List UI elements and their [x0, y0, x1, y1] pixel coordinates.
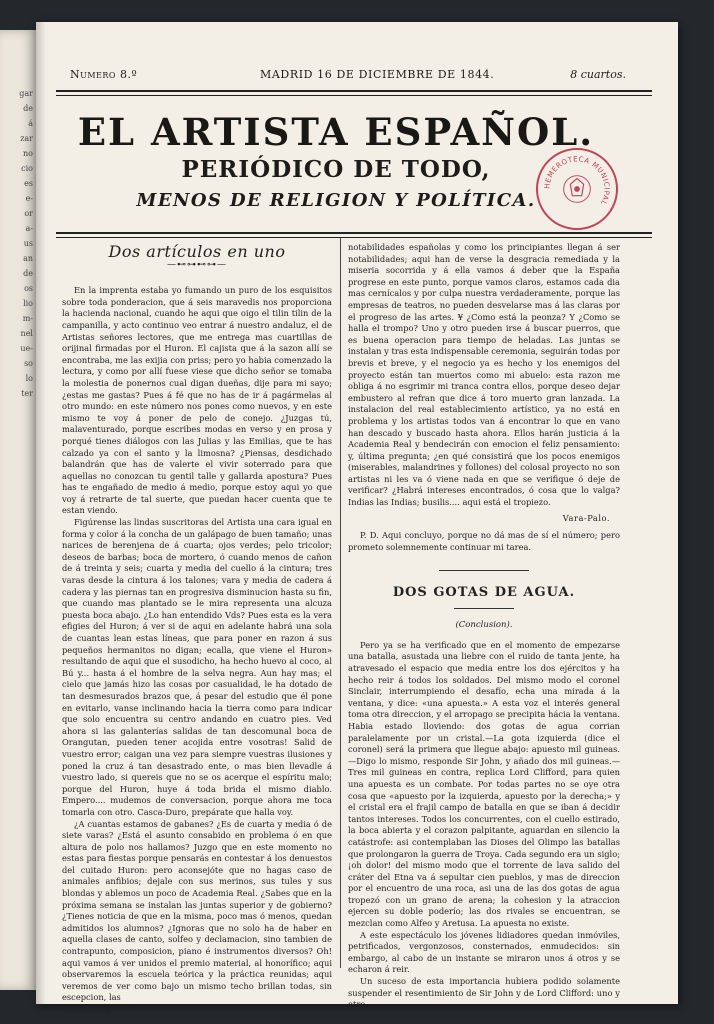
header-rule-top [56, 90, 652, 96]
adjacent-page-fragment: gar [19, 89, 33, 98]
issue-price: 8 cuartos. [570, 68, 626, 81]
adjacent-page-fragment: os [24, 284, 33, 293]
page-shadow [36, 22, 46, 1004]
article-continuation: notabilidades españolas y como los principiantes llegan á ser notabilidades; aqui han de verse la desgracia remediada y la miseria socorrida y á ella vamos á deber que la España progrese en este punto, porque vamos claros, estamos cada dia mas cernícalos y por culpa nuestra verdaderamente, porque las empresas de teatros, no pueden desvelarse mas á las claras por el progreso de las artes. ¥ ¿Como está la peonza? Y ¿Como se halla el trompo? Uno y otro pueden irse á buscar puerros, que es buena operacion para tiempo de heladas. Las juntas se instalan y tras esta indispensable ceremonia, seguirán todas por brevis et breve, y el negocio ya es hecho y los enemigos del proyecto están tan muertos como mi abuelo: esta razon me obliga á no esgrimir mi tranca contra ellos, porque deseo dejar embustero al refran que dice á toro muerto gran lanzada. La instalacion del real establecimiento artístico, ya no está en problema y los artistas todos van á encontrar lo que en vano han descado y buscado hasta ahora. Ellos harán justicia á la Academia Real y bendecirán con emocion el feliz pensamiento: y, última pregunta; ¿en qué consistirá que los pocos enemigos (miserables, malandrines y follones) del colosal proyecto no son artistas ni les va ó viene nada en que se verifique ó deje de verificar? ¿Habrá intereses encontrados, ó cosa que lo valga? Indias las Indias; busilis.... aqui está el tropiezo. [348, 242, 620, 508]
column-divider [340, 238, 341, 968]
library-stamp [536, 148, 618, 230]
article-paragraph: En la imprenta estaba yo fumando un puro de los esquisitos sobre toda ponderacion, que á seis maravedis nos proporciona la hacienda nacional, cuando he aqui que oigo el tilin tilin de la campanilla, y acto continuo veo entrar á nuestro andaluz, el de Artistas señores lectores, que me entrega mas cuartillas de orijinal firmadas por el Huron. El cajista que á la sazon allí se encontraba, me las exijia con priss; pero yo habia comenzado la lectura, y como por allí fuese viese que dicho señor se tomaba la molestia de ponernos cual digan dueñas, dije para mi sayo; ¿estas me gastas? Pues á fé que no has de ir á pagármelas al otro mundo: en este número nos pones como nuevos, y en este mismo te voy á poner de pelo de conejo. ¿Juzgas tú, malaventurado, porque escribes modas en verso y en prosa y porqué tienes diálogos con las Julias y las Emilias, que te has calzado ya con el santo y la limosna? ¿Piensas, desdichado balandrán que has de valerte el vivir soterrado para que aquellas no conozcan tu gentil talle y gallarda apostura? Pues has te engañado de medio á medio, porque estoy aqui yo que voy á retrarte de tal suerte, que puedan hacer cuenta que te estan viendo. [62, 285, 332, 516]
newspaper-page [36, 22, 678, 1016]
adjacent-page-fragment: zar [20, 134, 33, 143]
article-signature: Vara-Palo. [562, 512, 610, 523]
stamp-seal-icon [538, 150, 616, 228]
story-paragraph: Un suceso de esta importancia hubiera podido solamente suspender el resentimiento de Sir John y de Lord Clifford: uno y otro [348, 976, 620, 1010]
story-subtitle: (Conclusion). [455, 620, 513, 631]
issue-header [70, 68, 646, 82]
volume-label: Trimestre 1.º [62, 1006, 130, 1016]
issue-date: MADRID 16 DE DICIEMBRE DE 1844. [260, 68, 495, 81]
adjacent-page-fragment: m- [22, 314, 33, 323]
adjacent-page-fragment: de [23, 104, 33, 113]
stamp-text: HEMEROTECA MUNICIPAL [542, 154, 612, 208]
left-column [62, 242, 332, 1016]
issue-number: Numero 8.º [70, 68, 138, 81]
story-title: DOS GOTAS DE AGUA. [392, 585, 576, 601]
story-paragraph: A este espectáculo los jóvenes lidiadores quedan inmóviles, petrificados, vergonzosos, consternados, enmudecidos: sin embargo, al cabo de un instante se miraron unos á otros y se echaron á reir. [348, 929, 620, 975]
adjacent-page-fragment: de [23, 269, 33, 278]
header-rule-bottom [56, 232, 652, 238]
adjacent-page-fragment: ter [21, 389, 33, 398]
adjacent-page-edge [0, 30, 37, 990]
story-paragraph: Pero ya se ha verificado que en el momento de empezarse una batalla, asustada una liebre con el ruido de tanta jente, ha atravesado el espacio que media entre los dos ejércitos y ha hecho reir á todos los soldados. Del mismo modo el coronel Sinclair, interrumpiendo el desafío, echa una mirada á la ventana, y dice: «una apuesta.» A esta voz el interés general toma otra direccion, y el arropago se precipita hácia la ventana. Habia estado lloviendo: dos gotas de agua corrian paralelamente por un cristal.—La gota izquierda (dice el coronel) será la primera que llegue abajo: apuesto mil guineas.—Digo lo mismo, responde Sir John, y añado dos mil guineas.—Tres mil guineas en contra, replica Lord Clifford, para quien una apuesta es un combate. Por todas partes no se oye otra cosa que «apuesto por la izquierda, apuesto por la derecha;» y el cristal era el frajil campo de batalla en que se iban á decidir tantos intereses. Todos los concurrentes, con el cuello estirado, la boca abierta y el corazon palpitante, aguardan en silencio la catástrofe: asi contemplaban las Dioses del Olimpo las batallas que prolongaron la guerra de Troya. Cada segundo era un siglo; ¡oh dolor! del mismo modo que el torrente de lava salido del cráter del Etna va á sepultar cien pueblos, y mas de direccion por el encuentro de una roca, asi una de las dos gotas de agua tropezó con un grano de arena; la cohesion y la atraccion ejercen su doble poderío; las dos rivales se encuentran, se mezclan como Alfeo y Aretusa. La apuesta no existe. [348, 639, 620, 929]
adjacent-page-fragment: so [24, 359, 33, 368]
masthead-tagline: MENOS DE RELIGION Y POLÍTICA. [136, 190, 536, 211]
svg-text:HEMEROTECA MUNICIPAL [542, 154, 611, 207]
section-ornament [348, 565, 620, 577]
adjacent-page-text [0, 30, 36, 401]
adjacent-page-fragment: ue- [20, 344, 33, 353]
right-column [348, 242, 620, 1010]
title-ornament: —⊷⊶⊷⊶— [167, 259, 227, 270]
article-title: Dos artículos en uno [108, 242, 286, 261]
adjacent-page-fragment: es [24, 179, 33, 188]
masthead-subtitle: PERIÓDICO DE TODO, [181, 156, 491, 183]
adjacent-page-fragment: cio [21, 164, 33, 173]
adjacent-page-fragment: lio [23, 299, 33, 308]
story-title-rule [348, 603, 620, 615]
adjacent-page-fragment: us [23, 239, 33, 248]
adjacent-page-fragment: an [23, 254, 33, 263]
adjacent-page-fragment: a- [25, 224, 33, 233]
adjacent-page-fragment: e- [25, 194, 33, 203]
article-paragraph: ¿A cuantas estamos de gabanes? ¿Es de cuarta y media ó de siete varas? ¿Está el asunto consabido en problema ó en que altura de polo nos hallamos? Juzgo que en este momento no estas para fiestas porque pensarás en contestar á los denuestos del cuitado Huron: pero aconsejóte que no hagas caso de animales anfibios; dejale con sus merinos, sus tules y sus blondas y ablemos un poco de Academia Real. ¿Sabes que en la próxima semana se instalan las juntas superior y de gobierno? ¿Tienes noticia de que en la misma, poco mas ó menos, quedan admitidos los alumnos? ¿Ignoras que no solo ha de haber en aquella clases de canto, solfeo y declamacion, sino tambien de contrapunto, composicion, piano é instrumentos diversos? Oh! aqui vamos á ver unidos el premio material, al honorífico; aqui observaremos la escuela teórica y la práctica reunidas; aqui veremos de ver como bajo un mismo techo brillan todas, sin escepcion, las [62, 818, 332, 1003]
adjacent-page-fragment: or [24, 209, 33, 218]
adjacent-page-fragment: nel [20, 329, 33, 338]
adjacent-page-fragment: á [28, 119, 33, 128]
postscript: P. D. Aqui concluyo, porque no dá mas de sí el número; pero prometo solemnemente continuar mi tarea. [348, 530, 620, 552]
adjacent-page-fragment: no [23, 149, 33, 158]
article-paragraph: Figúrense las lindas suscritoras del Artista una cara igual en forma y color á la concha de un galápago de buen tamaño; unas narices de berenjena de á cuarta; ojos verdes; pelo tricolor; deseos de barbas; boca de mortero, ó cuando menos de cañon de á treinta y seis; cuarta y media del cuello á la cintura; tres varas desde la cintura á los talones; vara y media de cadera á cadera y las piernas tan en progresiva disminucion hasta su fin, que cuando mas plantado se le mira representa una alcuza puesta boca abajo. ¿Lo han entendido Vds? Pues esta es la vera efigies del Huron; á ver si de aqui en adelante habrá una sola de cuantas lean estas líneas, que para poner en razon á sus pequeños hermanitos no digan; ecalla, que viene el Huron» resultando de aqui que el susodicho, ha hecho huevo al coco, al Bú y... hasta á el hombre de la selva negra. Aun hay mas; el cielo que jamás hizo las cosas por casualidad, le ha dotado de tan desmesurados brazos que, á pesar del estudio que él pone en evitarlo, vanse inclinando hacia la tierra como para indicar que solo encuentra su centro andando en cuatro pies. Ved ahora si las galanterías salidas de tan descomunal boca de Orangutan, pueden tener acojida entre vosotras! Salid de vuestro error; caigan una vez para siempre vuestras ilusiones y poned la cruz á tan desastrado ente, o mas bien llevadle á vuestro lado, si quereis que no se os acerque el espíritu malo; porque del Huron, huye á toda brida el mismo diablo. Empero.... mudemos de conversacion, porque ahora me toca tomarla con otro. Casca-Duro, prepárate que halla voy. [62, 517, 332, 817]
adjacent-page-fragment: lo [25, 374, 33, 383]
masthead-title: EL ARTISTA ESPAÑOL. [77, 110, 595, 154]
